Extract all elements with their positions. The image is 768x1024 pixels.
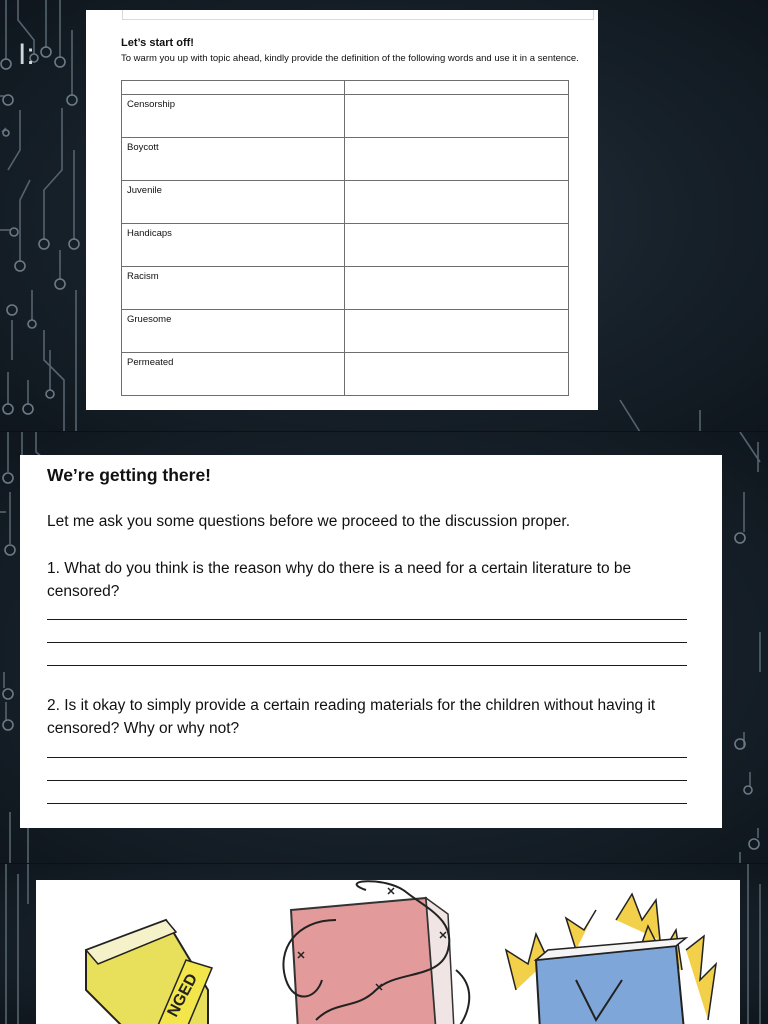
answer-line[interactable] — [47, 803, 687, 804]
answer-line[interactable] — [47, 780, 687, 781]
table-row — [122, 267, 569, 310]
definition-cell — [345, 181, 569, 224]
table-row — [122, 224, 569, 267]
vocab-word: Boycott — [122, 138, 345, 181]
definition-cell — [345, 138, 569, 181]
table-row — [122, 310, 569, 353]
worksheet-heading: Let’s start off! — [121, 37, 194, 49]
answer-line[interactable] — [47, 757, 687, 758]
taped-book-icon — [86, 920, 212, 1024]
definition-cell — [345, 310, 569, 353]
slide-title: I: — [18, 38, 35, 71]
vocab-word: Censorship — [122, 95, 345, 138]
answer-line[interactable] — [47, 665, 687, 666]
vocab-word: Racism — [122, 267, 345, 310]
table-row — [122, 181, 569, 224]
answer-line[interactable] — [47, 619, 687, 620]
definition-cell — [345, 353, 569, 396]
vocab-word: Permeated — [122, 353, 345, 396]
definition-cell — [345, 224, 569, 267]
worksheet-top-border — [122, 10, 594, 20]
banned-books-drawing — [36, 880, 740, 1024]
tape-text: NGED — [164, 971, 202, 1020]
vocab-word: Handicaps — [122, 224, 345, 267]
table-cell — [345, 81, 569, 95]
question-1: 1. What do you think is the reason why do there is a need for a certain literature to be censored? — [47, 560, 632, 600]
barbed-wire-book-icon — [283, 881, 469, 1024]
table-row — [122, 138, 569, 181]
section-heading: We’re getting there! — [47, 465, 212, 485]
banned-books-illustration — [36, 880, 740, 1024]
questions-worksheet — [20, 455, 722, 828]
burning-book-icon — [506, 894, 716, 1024]
question-2: 2. Is it okay to simply provide a certain reading materials for the children without having it censored? Why or why not? — [47, 697, 656, 737]
slide-illustration — [0, 864, 768, 1024]
slide-vocabulary — [0, 0, 768, 432]
table-header-row — [122, 81, 569, 95]
vocab-word: Juvenile — [122, 181, 345, 224]
vocab-word: Gruesome — [122, 310, 345, 353]
definition-cell — [345, 95, 569, 138]
vocabulary-table — [121, 80, 569, 396]
table-row — [122, 353, 569, 396]
slide-questions — [0, 432, 768, 864]
table-cell — [122, 81, 345, 95]
definition-cell — [345, 267, 569, 310]
intro-text: Let me ask you some questions before we proceed to the discussion proper. — [47, 513, 570, 530]
answer-line[interactable] — [47, 642, 687, 643]
vocabulary-worksheet — [86, 10, 598, 410]
table-row — [122, 95, 569, 138]
worksheet-instruction: To warm you up with topic ahead, kindly provide the definition of the following words and use it in a sentence. — [121, 53, 579, 64]
